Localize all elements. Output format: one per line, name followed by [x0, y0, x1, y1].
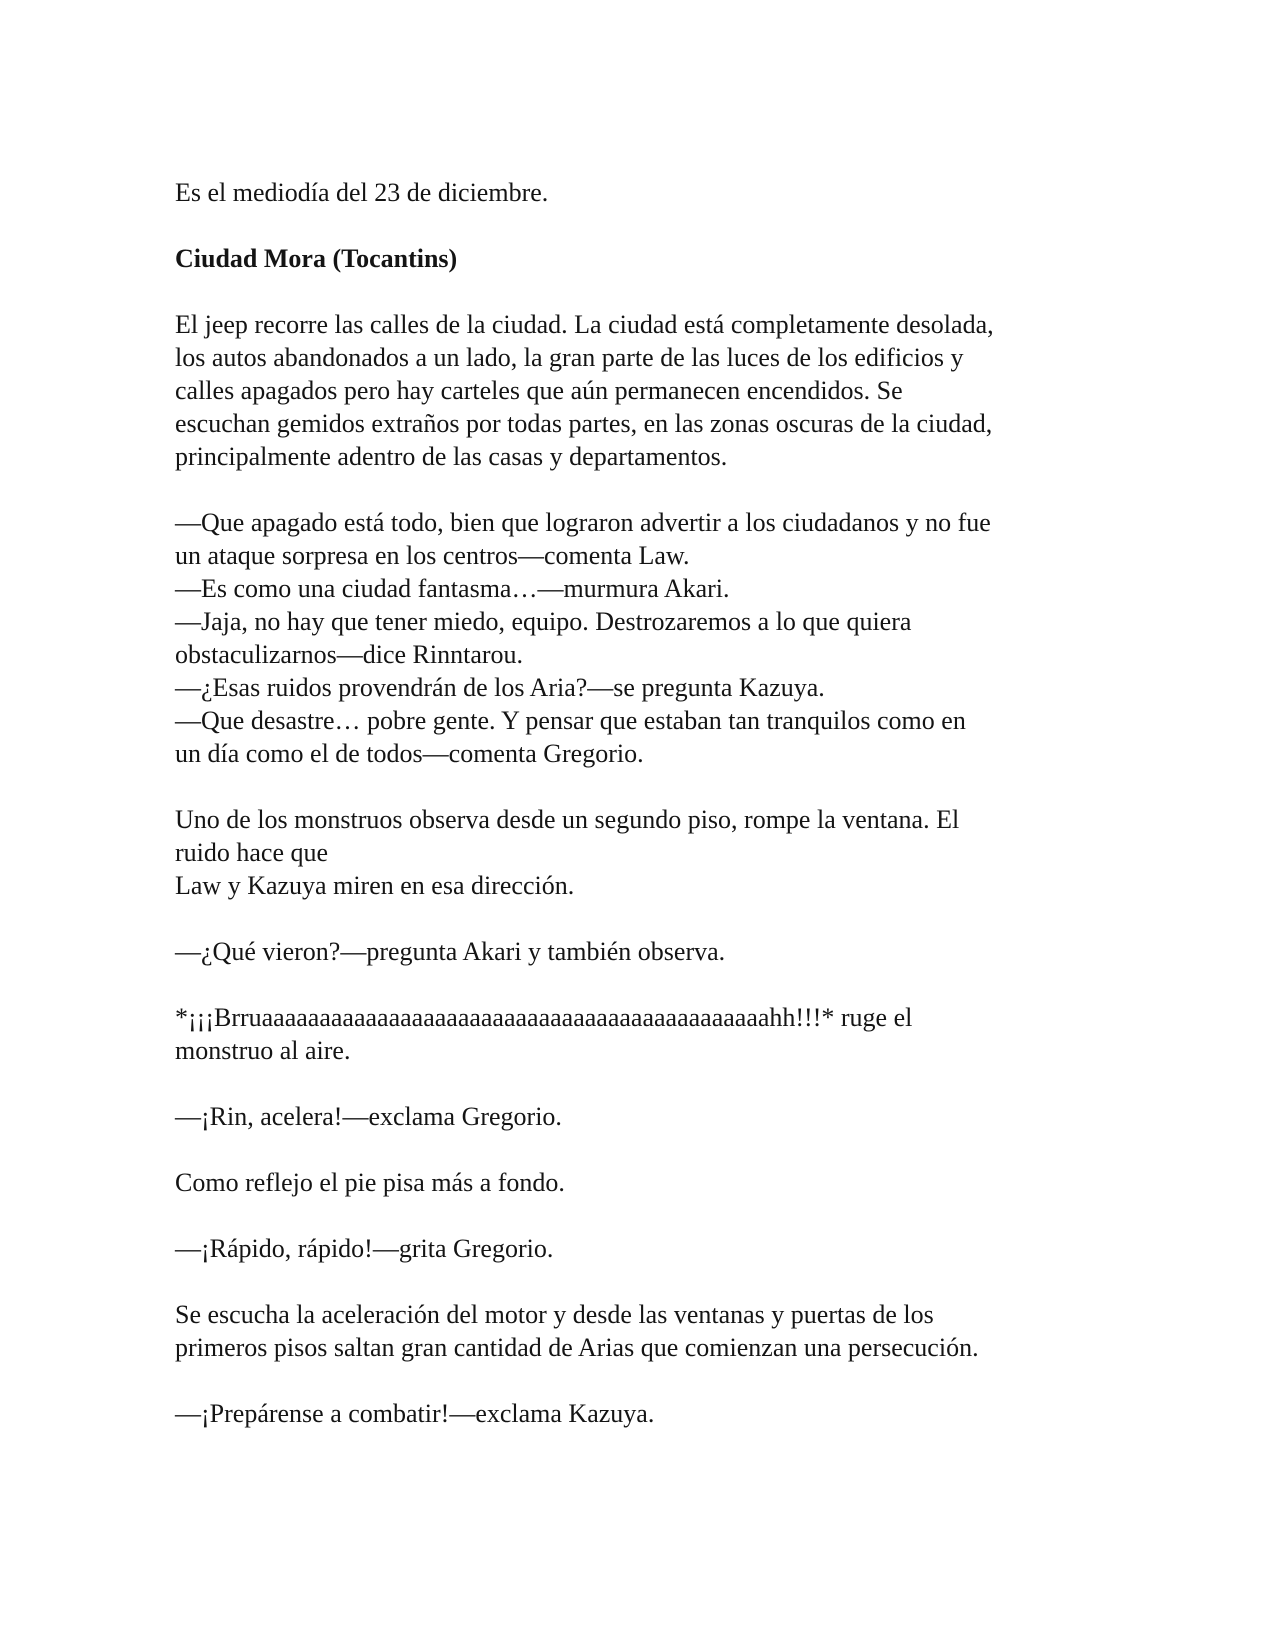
- paragraph-gap: [175, 1067, 1095, 1100]
- paragraph-gap: [175, 1199, 1095, 1232]
- dialogue-line: —Que apagado está todo, bien que lograron advertir a los ciudadanos y no fue: [175, 508, 991, 537]
- text-line: ruido hace que: [175, 838, 329, 867]
- text-line: los autos abandonados a un lado, la gran parte de las luces de los edificios y: [175, 343, 964, 372]
- text-line: Como reflejo el pie pisa más a fondo.: [175, 1168, 565, 1197]
- paragraph-gap: [175, 902, 1095, 935]
- text-line: Se escucha la aceleración del motor y desde las ventanas y puertas de los: [175, 1300, 934, 1329]
- paragraph-gap: [175, 770, 1095, 803]
- dialogue-line: —Que desastre… pobre gente. Y pensar que estaban tan tranquilos como en: [175, 706, 966, 735]
- text-line: El jeep recorre las calles de la ciudad. La ciudad está completamente desolada,: [175, 310, 994, 339]
- text-line: un día como el de todos—comenta Gregorio.: [175, 739, 644, 768]
- dialogue-line: —¿Esas ruidos provendrán de los Aria?—se pregunta Kazuya.: [175, 673, 825, 702]
- paragraph-gap: [175, 1265, 1095, 1298]
- paragraph-gap: [175, 1133, 1095, 1166]
- text-line: calles apagados pero hay carteles que aún permanecen encendidos. Se: [175, 376, 903, 405]
- text-line: Uno de los monstruos observa desde un segundo piso, rompe la ventana. El: [175, 805, 960, 834]
- dialogue-line: —Es como una ciudad fantasma…—murmura Akari.: [175, 574, 730, 603]
- paragraph-gap: [175, 968, 1095, 1001]
- paragraph-gap: [175, 1364, 1095, 1397]
- document-body: [175, 176, 1095, 1430]
- dialogue-line: —¡Rin, acelera!—exclama Gregorio.: [175, 1102, 562, 1131]
- text-line: escuchan gemidos extraños por todas partes, en las zonas oscuras de la ciudad,: [175, 409, 993, 438]
- section-heading: Ciudad Mora (Tocantins): [175, 244, 458, 273]
- paragraph-gap: [175, 473, 1095, 506]
- paragraph-gap: [175, 275, 1095, 308]
- dialogue-line: —¿Qué vieron?—pregunta Akari y también observa.: [175, 937, 726, 966]
- dialogue-line: —Jaja, no hay que tener miedo, equipo. Destrozaremos a lo que quiera: [175, 607, 912, 636]
- text-line: Law y Kazuya miren en esa dirección.: [175, 871, 575, 900]
- text-line: primeros pisos saltan gran cantidad de Arias que comienzan una persecución.: [175, 1333, 979, 1362]
- dialogue-line: —¡Prepárense a combatir!—exclama Kazuya.: [175, 1399, 655, 1428]
- text-line: *¡¡¡Brruaaaaaaaaaaaaaaaaaaaaaaaaaaaaaaaaaaaaaaaaaaaahh!!!* ruge el: [175, 1003, 913, 1032]
- text-line: obstaculizarnos—dice Rinntarou.: [175, 640, 524, 669]
- text-line: monstruo al aire.: [175, 1036, 351, 1065]
- dialogue-line: —¡Rápido, rápido!—grita Gregorio.: [175, 1234, 554, 1263]
- text-line: principalmente adentro de las casas y departamentos.: [175, 442, 728, 471]
- paragraph-gap: [175, 209, 1095, 242]
- text-line: Es el mediodía del 23 de diciembre.: [175, 178, 549, 207]
- text-line: un ataque sorpresa en los centros—comenta Law.: [175, 541, 690, 570]
